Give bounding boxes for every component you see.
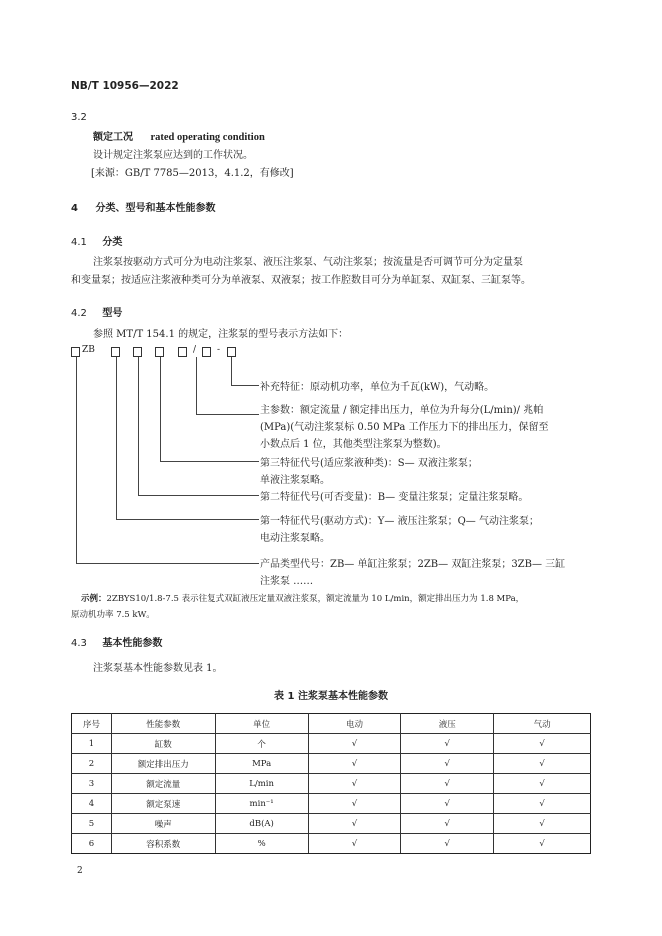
example-line <box>81 592 524 604</box>
section-number: 4.3 <box>71 638 87 649</box>
code-box-product <box>71 347 80 357</box>
section-intro: 注浆泵基本性能参数见表 1。 <box>93 663 223 674</box>
paragraph-line: 注浆泵按驱动方式可分为电动注浆泵、液压注浆泵、气动注浆泵；按流量是否可调节可分为定量泵 <box>93 257 523 268</box>
connector-line <box>116 357 117 519</box>
table-cell: √ <box>401 774 494 794</box>
table-header-cell: 序号 <box>72 714 112 734</box>
label-third: 单液注浆泵略。 <box>260 475 330 486</box>
table-cell: √ <box>308 794 401 814</box>
table-cell: 5 <box>72 814 112 834</box>
performance-table <box>71 713 591 854</box>
table-cell: 2 <box>72 754 112 774</box>
connector-line <box>138 357 139 495</box>
section-heading-4 <box>71 199 215 214</box>
example-text: 2ZBYS10/1.8-7.5 表示往复式双缸液压定量双液注浆泵，额定流量为 10 L/min，额定排出压力为 1.8 MPa， <box>106 594 525 604</box>
connector-line <box>231 385 259 386</box>
label-second: 第二特征代号(可否变量)：B— 变量注浆泵；定量注浆泵略。 <box>260 492 529 503</box>
table-cell: √ <box>308 774 401 794</box>
label-first: 第一特征代号(驱动方式)：Y— 液压注浆泵；Q— 气动注浆泵； <box>260 516 539 527</box>
example-label: 示例： <box>81 594 107 604</box>
term-definition: 设计规定注浆泵应达到的工作状况。 <box>93 150 253 161</box>
table-cell: 噪声 <box>111 814 215 834</box>
section-heading-4-2 <box>71 304 122 319</box>
section-number: 4.2 <box>71 308 87 319</box>
table-cell: √ <box>401 754 494 774</box>
table-cell: min⁻¹ <box>215 794 308 814</box>
term-source: [来源：GB/T 7785—2013，4.1.2，有修改] <box>91 168 294 179</box>
table-cell: √ <box>401 734 494 754</box>
section-title: 型号 <box>102 308 123 319</box>
table-header-cell: 液压 <box>401 714 494 734</box>
table-cell: 个 <box>215 734 308 754</box>
code-zb: ZB <box>82 345 95 355</box>
table-cell: dB(A) <box>215 814 308 834</box>
table-row <box>72 774 591 794</box>
table-cell: √ <box>401 794 494 814</box>
table-row <box>72 834 591 854</box>
table-cell: L/min <box>215 774 308 794</box>
table-row <box>72 734 591 754</box>
code-box-second <box>133 347 142 357</box>
connector-line <box>196 414 259 415</box>
model-intro: 参照 MT/T 154.1 的规定，注浆泵的型号表示方法如下： <box>93 329 349 340</box>
table-cell: √ <box>308 754 401 774</box>
table-cell: % <box>215 834 308 854</box>
table-cell: 缸数 <box>111 734 215 754</box>
section-title: 分类 <box>102 237 123 248</box>
table-cell: √ <box>494 794 591 814</box>
code-slash: / <box>193 345 197 355</box>
table-cell: √ <box>308 834 401 854</box>
table-header-cell: 单位 <box>215 714 308 734</box>
table-cell: 额定排出压力 <box>111 754 215 774</box>
table-header-cell: 气动 <box>494 714 591 734</box>
label-product: 产品类型代号：ZB— 单缸注浆泵；2ZB— 双缸注浆泵；3ZB— 三缸 <box>260 559 566 570</box>
code-dash: - <box>217 345 221 355</box>
label-main: 主参数：额定流量 / 额定排出压力，单位为升每分(L/min)/ 兆帕 <box>260 405 544 416</box>
term-chinese: 额定工况 <box>93 132 133 143</box>
term-block <box>93 128 265 143</box>
table-header-cell: 性能参数 <box>111 714 215 734</box>
code-box-third <box>155 347 164 357</box>
table-cell: 容积系数 <box>111 834 215 854</box>
label-product: 注浆泵 …… <box>260 576 314 587</box>
table-cell: 6 <box>72 834 112 854</box>
table-cell: √ <box>401 814 494 834</box>
table-header-row <box>72 714 591 734</box>
table-header-cell: 电动 <box>308 714 401 734</box>
connector-line <box>116 519 259 520</box>
table-cell: √ <box>494 754 591 774</box>
table-cell: 额定泵速 <box>111 794 215 814</box>
table-row <box>72 794 591 814</box>
table-cell: √ <box>494 834 591 854</box>
connector-line <box>231 357 232 385</box>
code-box-supplement <box>227 347 236 357</box>
section-heading-4-3 <box>71 634 162 649</box>
section-heading-4-1 <box>71 233 122 248</box>
table-row <box>72 754 591 774</box>
connector-line <box>160 461 259 462</box>
term-english: rated operating condition <box>150 132 265 143</box>
connector-line <box>76 563 259 564</box>
label-first: 电动注浆泵略。 <box>260 533 330 544</box>
table-cell: MPa <box>215 754 308 774</box>
connector-line <box>76 357 77 563</box>
code-box-main-flow <box>178 347 187 357</box>
code-box-main-pressure <box>202 347 211 357</box>
section-title: 分类、型号和基本性能参数 <box>95 203 216 214</box>
connector-line <box>196 357 197 414</box>
table-row <box>72 814 591 834</box>
label-main: 小数点后 1 位，其他类型注浆泵为整数)。 <box>260 439 447 450</box>
connector-line <box>138 495 259 496</box>
table-cell: √ <box>494 774 591 794</box>
table-cell: 4 <box>72 794 112 814</box>
table-caption: 表 1 注浆泵基本性能参数 <box>274 691 388 702</box>
table-cell: √ <box>494 734 591 754</box>
example-line: 原动机功率 7.5 kW。 <box>71 610 155 620</box>
section-number: 4.1 <box>71 237 87 248</box>
table-cell: √ <box>308 814 401 834</box>
section-number: 4 <box>71 203 78 214</box>
table-cell: 额定流量 <box>111 774 215 794</box>
table-cell: 1 <box>72 734 112 754</box>
table-cell: √ <box>308 734 401 754</box>
page-number: 2 <box>77 866 83 876</box>
paragraph-line: 和变量泵；按适应注浆液种类可分为单液泵、双液泵；按工作腔数目可分为单缸泵、双缸泵、三缸泵等。 <box>71 275 531 286</box>
section-title: 基本性能参数 <box>102 638 163 649</box>
label-third: 第三特征代号(适应浆液种类)：S— 双液注浆泵； <box>260 458 478 469</box>
table-cell: √ <box>494 814 591 834</box>
section-number: 3.2 <box>71 112 87 123</box>
connector-line <box>160 357 161 461</box>
label-supplement: 补充特征：原动机功率，单位为千瓦(kW)，气动略。 <box>260 382 495 393</box>
table-cell: √ <box>401 834 494 854</box>
code-box-first <box>111 347 120 357</box>
standard-id: NB/T 10956—2022 <box>71 80 179 92</box>
label-main: (MPa)(气动注浆泵标 0.50 MPa 工作压力下的排出压力，保留至 <box>260 422 549 433</box>
table-cell: 3 <box>72 774 112 794</box>
